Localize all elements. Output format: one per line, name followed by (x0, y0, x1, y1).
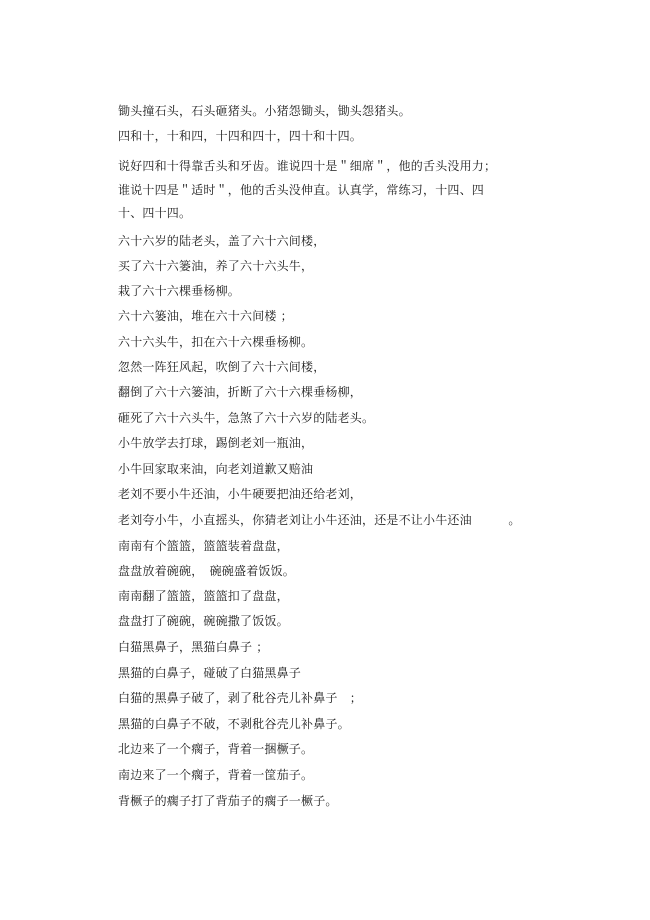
text-line: 南边来了一个瘸子，背着一筐茄子。 (118, 768, 314, 782)
text-line: 盘盘打了碗碗，碗碗撒了饭饭。 (118, 614, 289, 628)
text-line: 买了六十六篓油，养了六十六头牛， (118, 259, 314, 273)
text-line: 小牛放学去打球，踢倒老刘一瓶油， (118, 436, 314, 450)
text-line: 十、四十四。 (118, 206, 192, 220)
text-line: 锄头撞石头，石头砸猪头。小猪怨锄头，锄头怨猪头。 (118, 104, 411, 118)
text-line: 六十六篓油，堆在六十六间楼 ； (118, 309, 293, 323)
text-line: 老刘夸小牛，小直摇头，你猜老刘让小牛还油，还是不让小牛还油 。 (118, 513, 521, 527)
text-line: 老刘不要小牛还油，小牛硬要把油还给老刘， (118, 487, 363, 501)
text-line: 黑猫的白鼻子不破，不剥秕谷壳儿补鼻子。 (118, 717, 350, 731)
text-line: 南南有个篮篮，篮篮装着盘盘， (118, 539, 289, 553)
text-line: 谁说十四是＂适时＂，他的舌头没伸直。认真学，常练习，十四、四 (118, 183, 485, 197)
text-line: 南南翻了篮篮，篮篮扣了盘盘， (118, 589, 289, 603)
text-line: 六十六头牛，扣在六十六棵垂杨柳。 (118, 335, 314, 349)
text-line: 白猫黑鼻子，黑猫白鼻子 ； (118, 640, 269, 654)
text-line: 黑猫的白鼻子，碰破了白猫黑鼻子 (118, 666, 302, 680)
text-line: 背橛子的瘸子打了背茄子的瘸子一橛子。 (118, 794, 338, 808)
text-line: 北边来了一个瘸子，背着一捆橛子。 (118, 742, 314, 756)
text-line: 砸死了六十六头牛，急煞了六十六岁的陆老头。 (118, 411, 375, 425)
text-line: 四和十，十和四，十四和四十，四十和十四。 (118, 129, 363, 143)
text-line: 盘盘放着碗碗， 碗碗盛着饭饭。 (118, 564, 296, 578)
text-line: 忽然一阵狂风起，吹倒了六十六间楼， (118, 360, 326, 374)
text-line: 白猫的黑鼻子破了，剥了秕谷壳儿补鼻子 ； (118, 691, 363, 705)
text-line: 栽了六十六棵垂杨柳。 (118, 284, 241, 298)
text-line: 小牛回家取来油，向老刘道歉又赔油 (118, 462, 314, 476)
text-line: 翻倒了六十六篓油，折断了六十六棵垂杨柳， (118, 385, 363, 399)
text-line: 说好四和十得靠舌头和牙齿。谁说四十是＂细席＂，他的舌头没用力； (118, 159, 497, 173)
text-line: 六十六岁的陆老头，盖了六十六间楼， (118, 234, 326, 248)
